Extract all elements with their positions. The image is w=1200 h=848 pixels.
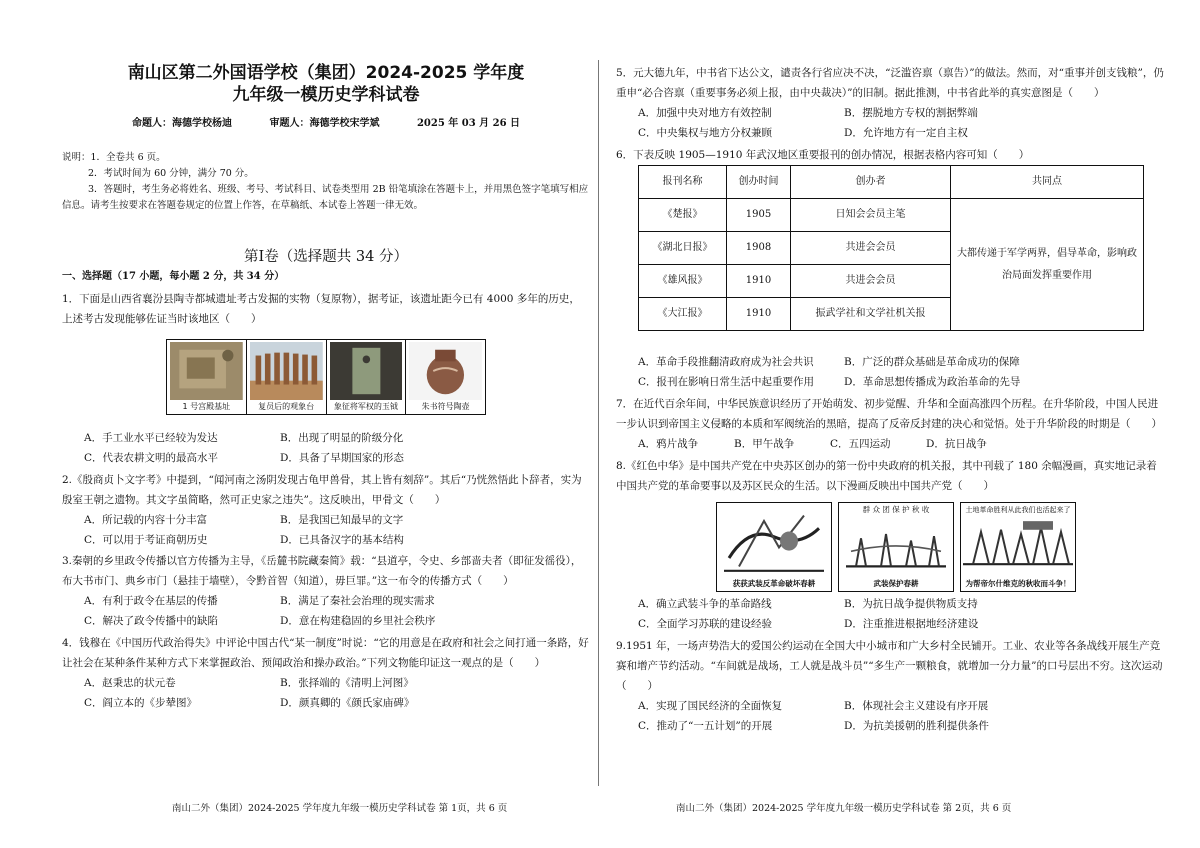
table-common-cell: 大都传递于军学两界，倡导革命，影响政治局面发挥重要作用: [951, 199, 1144, 331]
question-stem: 9.1951 年，一场声势浩大的爱国公约运动在全国大中小城市和广大乡村全民铺开。工业、农业等各条战线开展生产竞赛和增产节约活动。“车间就是战场，工人就是战斗员”“多生产一颗粮食，就增加一分力量”的口号层出不穷。这次运动（ ）: [616, 640, 1163, 692]
question-6-options: [616, 352, 1166, 392]
option-b: B．是我国已知最早的文字: [280, 514, 404, 526]
newspaper-table: [638, 165, 1144, 331]
table-cell: 《湖北日报》: [639, 232, 727, 265]
question-stem: 6．下表反映 1905—1910 年武汉地区重要报刊的创办情况，根据表格内容可知（ ）: [616, 149, 1030, 161]
footer-page-1: 南山二外（集团）2024-2025 学年度九年级一模历史学科试卷 第 1页，共 6 页: [172, 803, 508, 814]
question-stem: 7．在近代百余年间，中华民族意识经历了开始萌发、初步觉醒、升华和全面高涨四个历程。在升华阶段，中国人民进一步认识到帝国主义侵略的本质和军阀统治的黑暗，提高了反帝反封建的决心和觉悟。处于升华阶段的时期是（ ）: [616, 398, 1162, 430]
comic-title: 土地革命胜利从此我们也活起来了: [965, 506, 1071, 514]
question-stem: 8.《红色中华》是中国共产党在中央苏区创办的第一份中央政府的机关报，其中刊载了 180 余幅漫画，真实地记录着中国共产党的革命要事以及苏区民众的生活。以下漫画反映出中国共产党（ ）: [616, 460, 1157, 492]
question-5: [616, 63, 1166, 143]
artifact-palace-site: [167, 340, 247, 414]
question-stem: 4．钱穆在《中国历代政治得失》中评论中国古代“某一制度”时说：“它的用意是在政府和社会之间打通一条路，好让社会在某种条件某种方式下来掌握政治、预闻政治和操办政治。”下列文物能印证这一观点的是（ ）: [62, 637, 589, 669]
table-row: [639, 199, 1144, 232]
artifact-caption: 象征将军权的玉钺: [333, 402, 398, 411]
comic-caption: 武装保护春耕: [873, 579, 919, 588]
option-b: B．满足了秦社会治理的现实需求: [280, 595, 435, 607]
table-header: 报刊名称: [639, 166, 727, 199]
table-cell: 1908: [727, 232, 791, 265]
comic-title: 群 众 团 保 护 秋 收: [862, 505, 930, 514]
part-title: 一、选择题（17 小题，每小题 2 分，共 34 分）: [62, 271, 285, 282]
question-stem: 1．下面是山西省襄汾县陶寺都城遗址考古发掘的实物（复原物），据考证，该遗址距今已有 4000 多年的历史，上述考古发现能够佐证当时该地区（ ）: [62, 293, 580, 325]
option-a: A．确立武装斗争的革命路线: [638, 598, 772, 610]
comic-2: [838, 502, 954, 592]
option-c: C．推动了“一五计划”的开展: [638, 720, 773, 732]
comic-1: [716, 502, 832, 592]
comic-3-art: [963, 519, 1073, 575]
option-d: D．抗日战争: [926, 438, 987, 450]
instructions: [62, 150, 590, 214]
question-8-options: [616, 594, 1166, 634]
option-a: A．加强中央对地方有效控制: [638, 107, 772, 119]
table-cell: 共进会会员: [791, 232, 951, 265]
exam-date: 2025 年 03 月 26 日: [416, 118, 521, 129]
palace-site-image: [170, 342, 243, 400]
instruction-line: 3．答题时，考生务必将姓名、班级、考号、考试科目、试卷类型用 2B 铅笔填涂在答题卡上，并用黑色签字笔填写相应信息。请考生按要求在答题卷规定的位置上作答，在草稿纸、本试卷上答题一律无效。: [62, 184, 589, 211]
option-d: D．颜真卿的《颜氏家庙碑》: [280, 697, 415, 709]
option-a: A．手工业水平已经较为发达: [84, 432, 218, 444]
table-cell: 《雄风报》: [639, 265, 727, 298]
option-d: D．已具备汉字的基本结构: [280, 534, 404, 546]
option-a: A．鸦片战争: [638, 438, 699, 450]
option-b: B．张择端的《清明上河图》: [280, 677, 414, 689]
artifact-pottery-pot: [406, 340, 485, 414]
pottery-pot-image: [409, 342, 482, 400]
artifact-jade-axe: [327, 340, 407, 414]
footer-page-2: 南山二外（集团）2024-2025 学年度九年级一模历史学科试卷 第 2页，共 6 页: [676, 803, 1012, 814]
observatory-image: [250, 342, 323, 400]
table-cell: 1905: [727, 199, 791, 232]
exam-title-line1: 南山区第二外国语学校（集团）2024-2025 学年度: [127, 63, 525, 83]
option-d: D．革命思想传播成为政治革命的先导: [844, 376, 1021, 388]
artifact-caption: 1 号宫殿基址: [182, 402, 231, 411]
table-header: 创办时间: [727, 166, 791, 199]
option-d: D．意在构建稳固的乡里社会秩序: [280, 615, 436, 627]
q8-comics: [716, 502, 1076, 592]
exam-authors: [132, 116, 554, 132]
artifact-caption: 朱书符号陶壶: [421, 402, 470, 411]
question-6: [616, 145, 1166, 165]
question-7: [616, 394, 1166, 454]
option-c: C．解决了政令传播中的缺陷: [84, 615, 219, 627]
option-b: B．摆脱地方专权的割据弊端: [844, 107, 978, 119]
reviewer: 审题人：海德学校宋学斌: [269, 118, 380, 129]
option-c: C．报刊在影响日常生活中起重要作用: [638, 376, 815, 388]
option-b: B．出现了明显的阶级分化: [280, 432, 404, 444]
table-header: 共同点: [951, 166, 1144, 199]
artifact-caption: 复员后的观象台: [258, 402, 315, 411]
option-a: A．所记载的内容十分丰富: [84, 514, 208, 526]
option-a: A．革命手段推翻清政府成为社会共识: [638, 356, 814, 368]
option-c: C．全面学习苏联的建设经验: [638, 618, 773, 630]
option-b: B．广泛的群众基础是革命成功的保障: [844, 356, 1020, 368]
option-c: C．阎立本的《步辇图》: [84, 697, 198, 709]
section-title: 第Ⅰ卷（选择题共 34 分）: [244, 249, 408, 265]
question-stem: 3.秦朝的乡里政令传播以官方传播为主导，《岳麓书院藏秦简》载：“县道亭，令史、乡部啬夫者（即征发徭役），布大书市门、典乡市门（悬挂于墙壁），令黔首智（知道），毋巨罪。”这一布令的传播方式（ ）: [62, 555, 582, 587]
comic-1-art: [719, 505, 829, 575]
option-c: C．五四运动: [830, 438, 891, 450]
question-stem: 2.《殷商贞卜文字考》中提到，“闻河南之汤阴发现古龟甲兽骨，其上皆有刻辞”。其后“乃恍然悟此卜辞者，实为殷室王朝之遗物。其文字虽简略，然可正史家之违失”。这反映出，甲骨文（ ）: [62, 474, 582, 506]
table-cell: 1910: [727, 298, 791, 331]
table-cell: 日知会会员主笔: [791, 199, 951, 232]
option-a: A．实现了国民经济的全面恢复: [638, 700, 783, 712]
instruction-line: 说明：1．全卷共 6 页。: [62, 152, 166, 163]
proposer: 命题人：海德学校杨迪: [132, 118, 232, 129]
question-3: [62, 551, 590, 631]
table-cell: 1910: [727, 265, 791, 298]
comic-caption: 获获武装反革命破坏春耕: [732, 579, 816, 588]
column-divider: [598, 60, 599, 786]
table-cell: 《楚报》: [639, 199, 727, 232]
table-header-row: [639, 166, 1144, 199]
exam-title-line2: 九年级一模历史学科试卷: [232, 85, 420, 105]
option-b: B．甲午战争: [734, 438, 795, 450]
option-c: C．可以用于考证商朝历史: [84, 534, 208, 546]
question-2: [62, 470, 590, 550]
option-b: B．为抗日战争提供物质支持: [844, 598, 978, 610]
option-a: A．赵秉忠的状元卷: [84, 677, 176, 689]
question-9: [616, 636, 1166, 736]
table-header: 创办者: [791, 166, 951, 199]
question-4: [62, 633, 590, 713]
table-cell: 《大江报》: [639, 298, 727, 331]
table-cell: 共进会会员: [791, 265, 951, 298]
jade-axe-image: [330, 342, 403, 400]
comic-2-art: [841, 519, 951, 575]
table-cell: 振武学社和文学社机关报: [791, 298, 951, 331]
comic-caption: 为帮帝尔什维克的秋收而斗争！: [965, 579, 1071, 588]
option-d: D．为抗美援朝的胜利提供条件: [844, 720, 989, 732]
option-a: A．有利于政令在基层的传播: [84, 595, 218, 607]
instruction-line: 2．考试时间为 60 分钟，满分 70 分。: [88, 168, 254, 179]
question-stem: 5．元大德九年，中书省下达公文，谴责各行省应决不决，“泛滥咨禀（禀告）”的做法。然而，对“重事并创支钱粮”，仍重申“必合咨禀（重要事务必须上报，由中央裁决）”的旧制。据此推测，中书省此举的真实意图是（ ）: [616, 67, 1164, 99]
option-b: B．体现社会主义建设有序开展: [844, 700, 989, 712]
question-1-options: [62, 428, 590, 468]
option-c: C．中央集权与地方分权兼顾: [638, 127, 773, 139]
option-d: D．注重推进根据地经济建设: [844, 618, 979, 630]
option-c: C．代表农耕文明的最高水平: [84, 452, 219, 464]
option-d: D．具备了早期国家的形态: [280, 452, 404, 464]
question-8: [616, 456, 1166, 496]
artifact-observatory: [247, 340, 327, 414]
comic-3: [960, 502, 1076, 592]
question-1: [62, 289, 590, 329]
option-d: D．允许地方有一定自主权: [844, 127, 968, 139]
q1-artifact-images: [166, 339, 486, 415]
